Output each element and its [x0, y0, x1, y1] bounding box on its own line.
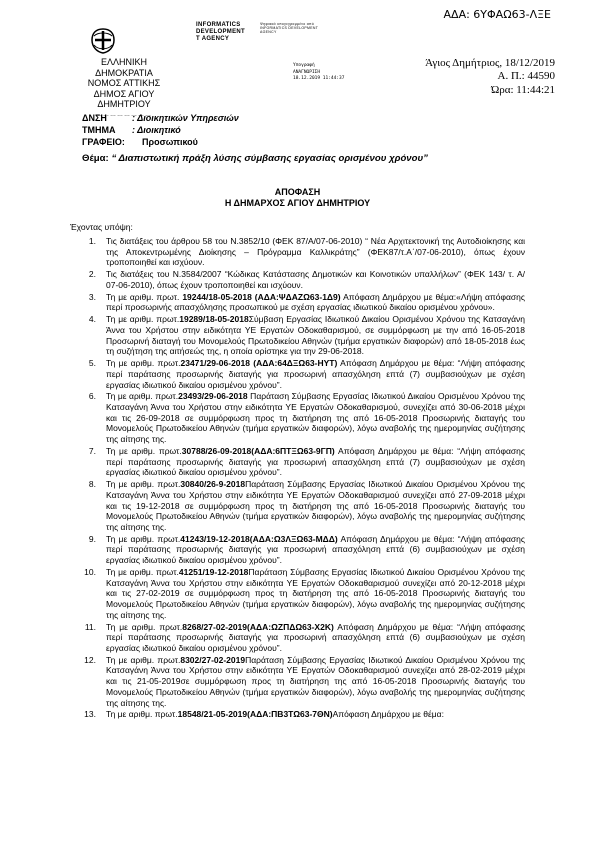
item-body: Παράταση Σύμβασης Εργασίας Ιδιωτικού Δικαίου Ορισμένου Χρόνου της Κατσαγάνη Άννα του Χρήστου στην ειδικότητα ΥΕ Εργατών Οδοκαθαρισμού συνεχίζει από 28-02-2019 μέχρι και τις 21-05-2019σε συμμόρφωση προς τη διατήρηση της από 16-05-2018 Προσωρινής διαταγής του Μονομελούς Πρωτοδικείου Αθηνών (τμήμα εργατικών διαφορών), λόγω αναβολής της ημερομηνίας συζήτησης της αίτησης της.	[106, 654, 525, 708]
item-body: Απόφαση Δημάρχου με θέμα:	[332, 709, 444, 720]
item-body: Απόφαση Δημάρχου με θέμα: “Λήψη απόφασης περί παράτασης προσωρινής διαταγής για προσωρινή απασχόληση επτά (7) συμβασιούχων με σχέση εργασίας ιδιωτικού δικαίου ορισμένου χρόνου”.	[106, 358, 525, 390]
item-number: 9.	[88, 533, 96, 544]
item-reference: 19244/18-05-2018 (ΑΔΑ:ΨΔΑΖΩ63-1Δ9)	[182, 291, 341, 302]
subject-line	[82, 153, 428, 164]
item-text	[106, 236, 525, 268]
item-prefix: Τη με αριθμ. πρωτ.	[106, 445, 182, 456]
item-body: Παράταση Σύμβασης Εργασίας Ιδιωτικού Δικαίου Ορισμένου Χρόνου της Κατσαγάνη Άννα του Χρήστου στην ειδικότητα ΥΕ Εργατών Οδοκαθαρισμού συνεχίζει από 20-12-2018 μέχρι και τις 27-02-2019 σε συμμόρφωση προς τη διατήρηση της από 16-05-2018 Προσωρινής διαταγής του Μονομελούς Πρωτοδικείου Αθηνών (τμήμα εργατικών διαφορών), λόγω αναβολής της ημερομηνίας συζήτησης της αίτησης της.	[106, 566, 525, 620]
institute-line-1: INFORMATICS	[196, 22, 241, 28]
office-row-tmima	[82, 124, 239, 136]
item-body: Απόφαση Δημάρχου με θέμα: “Λήψη απόφασης περί παράτασης προσωρινής διαταγής για προσωρινή απασχόληση επτά (6) συμβασιούχων με σχέση εργασίας ιδιωτικού δικαίου ορισμένου χρόνου”.	[106, 533, 526, 566]
having-in-mind: Έχοντας υπόψη:	[70, 222, 133, 232]
considerations-list	[70, 236, 525, 721]
item-reference: 30840/26-9-2018	[180, 479, 246, 490]
subject-text: “ Διαπιστωτική πράξη λύσης σύμβασης εργασίας ορισμένου χρόνου”	[111, 153, 428, 164]
item-reference: 23493/29-06-2018	[178, 391, 248, 402]
stamp-line-1: Υπογραφή	[293, 63, 315, 68]
item-prefix: Τη με αριθμ. πρωτ.	[106, 291, 180, 302]
list-item	[70, 292, 525, 313]
list-item	[70, 236, 525, 268]
dnsi-label: ΔΝΣΗ	[82, 113, 107, 123]
item-prefix: Τη με αριθμ. πρωτ.	[106, 709, 178, 720]
item-number: 5.	[88, 358, 96, 369]
item-body: Τις διατάξεις του Ν.3584/2007 “Κώδικας Κατάστασης Δημοτικών και Κοινοτικών υπαλλήλων” (ΦΕΚ 143/ τ. Α/ 07-06-2010), όπως έχουν τροποποιηθεί και ισχύουν.	[106, 269, 525, 290]
tmima-label: ΤΜΗΜΑ	[82, 125, 116, 135]
item-reference: 30788/26-09-2018(ΑΔΑ:6ΠΤΞΩ63-9ΓΠ)	[181, 445, 335, 456]
item-text	[106, 567, 525, 621]
institute-line-3: T AGENCY	[196, 36, 230, 42]
item-prefix: Τη με αριθμ. πρωτ.	[106, 533, 181, 544]
item-reference: 19289/18-05-2018	[179, 314, 249, 325]
item-reference: 23471/29-06-2018 (ΑΔΑ:64ΔΞΩ63-ΗΥΤ)	[180, 358, 338, 369]
item-text	[106, 314, 525, 357]
decision-title: ΑΠΟΦΑΣΗ	[274, 187, 321, 197]
item-number: 13.	[84, 709, 96, 720]
digital-signature-block	[196, 22, 319, 43]
item-text	[106, 655, 525, 709]
issue-time: Ώρα: 11:44:21	[491, 83, 555, 96]
item-reference: 41243/19-12-2018(ΑΔΑ:Ω3ΛΞΩ63-ΜΔΔ)	[180, 533, 338, 544]
item-prefix: Τη με αριθμ. πρωτ.	[106, 479, 181, 490]
item-body: Παράταση Σύμβασης Εργασίας Ιδιωτικού Δικαίου Ορισμένου Χρόνου της Κατσαγάνη Άννα του Χρήστου στην ειδικότητα ΥΕ Εργατών Οδοκαθαρισμού, συνεχίζει από 30-06-2018 μέχρι και τις 26-09-2018 σε συμμόρφωση προς τη διατήρηση της από 16-05-2018 Προσωρινής διαταγής του Μονομελούς Πρωτοδικείου Αθηνών (τμήμα εργατικών διαφορών), λόγω αναβολής της ημερομηνίας συζήτησης της αίτησης της.	[106, 391, 525, 445]
list-item	[70, 479, 525, 533]
item-text	[106, 358, 525, 390]
place-date-block	[405, 57, 555, 97]
grafeio-value: Προσωπικού	[142, 137, 198, 147]
item-body: Απόφαση Δημάρχου με θέμα: “Λήψη απόφασης περί παράτασης προσωρινής διαταγής για προσωρινή απασχόληση επτά (6) συμβασιούχων με σχέση εργασίας ιδιωτικού δικαίου ορισμένου χρόνου”.	[106, 621, 526, 653]
issuing-authority	[74, 57, 174, 120]
item-body: Απόφαση Δημάρχου με θέμα:«Λήψη απόφασης περί προσωρινής απασχόλησης προσωπικού με σχέση εργασίας ιδιωτικού δικαίου ορισμένου χρόνου».	[106, 291, 525, 313]
item-reference: 41251/19-12-2018	[178, 566, 249, 577]
item-number: 7.	[88, 445, 96, 456]
item-number: 8.	[88, 479, 96, 490]
item-prefix: Τη με αριθμ. πρωτ.	[106, 358, 181, 369]
item-body: Παράταση Σύμβασης Εργασίας Ιδιωτικού Δικαίου Ορισμένου Χρόνου της Κατσαγάνη Άννα του Χρήστου στην ειδικότητα ΥΕ Εργατών Οδοκαθαρισμού συνεχίζει από 27-09-2018 μέχρι και τις 19-12-2018 σε συμμόρφωση προς τη διατήρηση της από 16-05-2018 Προσωρινής διαταγής του Μονομελούς Πρωτοδικείου Αθηνών (τμήμα εργατικών διαφορών), λόγω αναβολής της ημερομηνίας συζήτησης της αίτησης της.	[106, 479, 525, 532]
item-prefix: Τη με αριθμ. πρωτ.	[106, 314, 180, 325]
institute-small-text: Ψηφιακά υπογεγραμμένο από INFORMATICS DEVELOPMENT AGENCY	[260, 22, 319, 34]
place-date: Άγιος Δημήτριος, 18/12/2019	[425, 57, 555, 69]
protocol-number: Α. Π.: 44590	[497, 70, 555, 83]
dnsi-value: : Διοικητικών Υπηρεσιών	[132, 113, 239, 123]
list-item	[70, 567, 525, 621]
item-text	[106, 446, 525, 478]
authority-line-1: ΕΛΛΗΝΙΚΗ ΔΗΜΟΚΡΑΤΙΑ	[95, 57, 153, 78]
list-item	[70, 358, 525, 390]
item-number: 11.	[84, 621, 96, 632]
item-body: Σύμβαση Εργασίας Ιδιωτικού Δικαίου Ορισμένου Χρόνου της Κατσαγάνη Άννα του Χρήστου στην ειδικότητα ΥΕ Εργατών Οδοκαθαρισμού, σε συμμόρφωση με την από 16-05-2018 Προσωρινή διαταγή του Μονομελούς Πρωτοδικείου Αθηνών (τμήμα εργατικών διαφορών) από 18-05-2018 έως τη συζήτηση της αιτήσεώς της, η οποία ορίστηκε για την 29-06-2018.	[106, 314, 525, 357]
tmima-value: : Διοικητικό	[132, 125, 181, 135]
item-number: 10.	[84, 566, 96, 577]
office-row-dnsi	[82, 112, 239, 124]
item-reference: 8268/27-02-2019(ΑΔΑ:ΩΖΠΔΩ63-Χ2Κ)	[182, 621, 334, 632]
list-item	[70, 391, 525, 445]
list-item	[70, 446, 525, 478]
office-details	[82, 112, 239, 148]
list-item	[70, 314, 525, 357]
stamp-line-2: ΑΝΑΓΝΩΡΙΣΗ	[293, 69, 321, 75]
item-prefix: Τη με αριθμ. πρωτ.	[106, 654, 181, 665]
item-body: Τις διατάξεις του άρθρου 58 του Ν.3852/10 (ΦΕΚ 87/Α/07-06-2010) “ Νέα Αρχιτεκτονική της Αυτοδιοίκησης και της Αποκεντρωμένης Διοίκησης – Πρόγραμμα Καλλικράτης” (ΦΕΚ87/τ.Α΄/07-06-2010), όπως έχουν τροποποιηθεί και ισχύουν.	[106, 236, 525, 268]
item-number: 6.	[88, 391, 96, 402]
item-body: Απόφαση Δημάρχου με θέμα: “Λήψη απόφασης περί παράτασης προσωρινής διαταγής για προσωρινή απασχόληση επτά (7) συμβασιούχων με σχέση εργασίας ιδιωτικού δικαίου ορισμένου χρόνου”.	[106, 445, 525, 478]
item-prefix: Τη με αριθμ. πρωτ.	[106, 621, 183, 632]
item-reference: 18548/21-05-2019(ΑΔΑ:ΠΒ3ΤΩ63-7ΘΝ)	[177, 709, 333, 720]
grafeio-label: ΓΡΑΦΕΙΟ:	[82, 137, 125, 147]
item-text	[106, 269, 525, 290]
authority-line-3: ΔΗΜΟΣ ΑΓΙΟΥ ΔΗΜΗΤΡΙΟΥ	[93, 88, 155, 109]
item-reference: 8302/27-02-2019	[180, 654, 246, 665]
list-item	[70, 622, 525, 654]
item-text	[106, 479, 525, 533]
decision-heading	[0, 187, 595, 209]
item-prefix: Τη με αριθμ. πρωτ.	[106, 566, 179, 577]
item-prefix: Τη με αριθμ. πρωτ.	[106, 391, 179, 402]
item-text	[106, 534, 525, 566]
item-number: 1.	[88, 236, 96, 246]
greek-emblem-icon	[90, 28, 116, 54]
item-text	[106, 622, 525, 654]
list-item	[70, 655, 525, 709]
subject-label: Θέμα:	[82, 153, 109, 164]
authority-line-2: ΝΟΜΟΣ ΑΤΤΙΚΗΣ	[87, 78, 161, 88]
item-text	[106, 709, 525, 720]
ada-code: ΑΔΑ: 6ΥΦΑΩ63-ΛΞΕ	[443, 8, 551, 21]
list-item	[70, 709, 525, 720]
item-number: 12.	[84, 654, 96, 665]
item-text	[106, 391, 525, 445]
office-row-grafeio	[82, 136, 239, 148]
item-number: 2.	[88, 269, 96, 280]
decision-subtitle: Η ΔΗΜΑΡΧΟΣ ΑΓΙΟΥ ΔΗΜΗΤΡΙΟΥ	[224, 198, 371, 208]
list-item	[70, 269, 525, 290]
authority-dots: ……………………	[96, 111, 152, 118]
institute-line-2: DEVELOPMENT	[196, 29, 245, 35]
list-item	[70, 534, 525, 566]
item-text	[106, 292, 525, 313]
item-number: 4.	[88, 314, 96, 325]
signature-stamp	[293, 63, 344, 83]
item-number: 3.	[88, 291, 96, 302]
stamp-line-3: 18.12.2019 11:44:37	[293, 76, 345, 81]
